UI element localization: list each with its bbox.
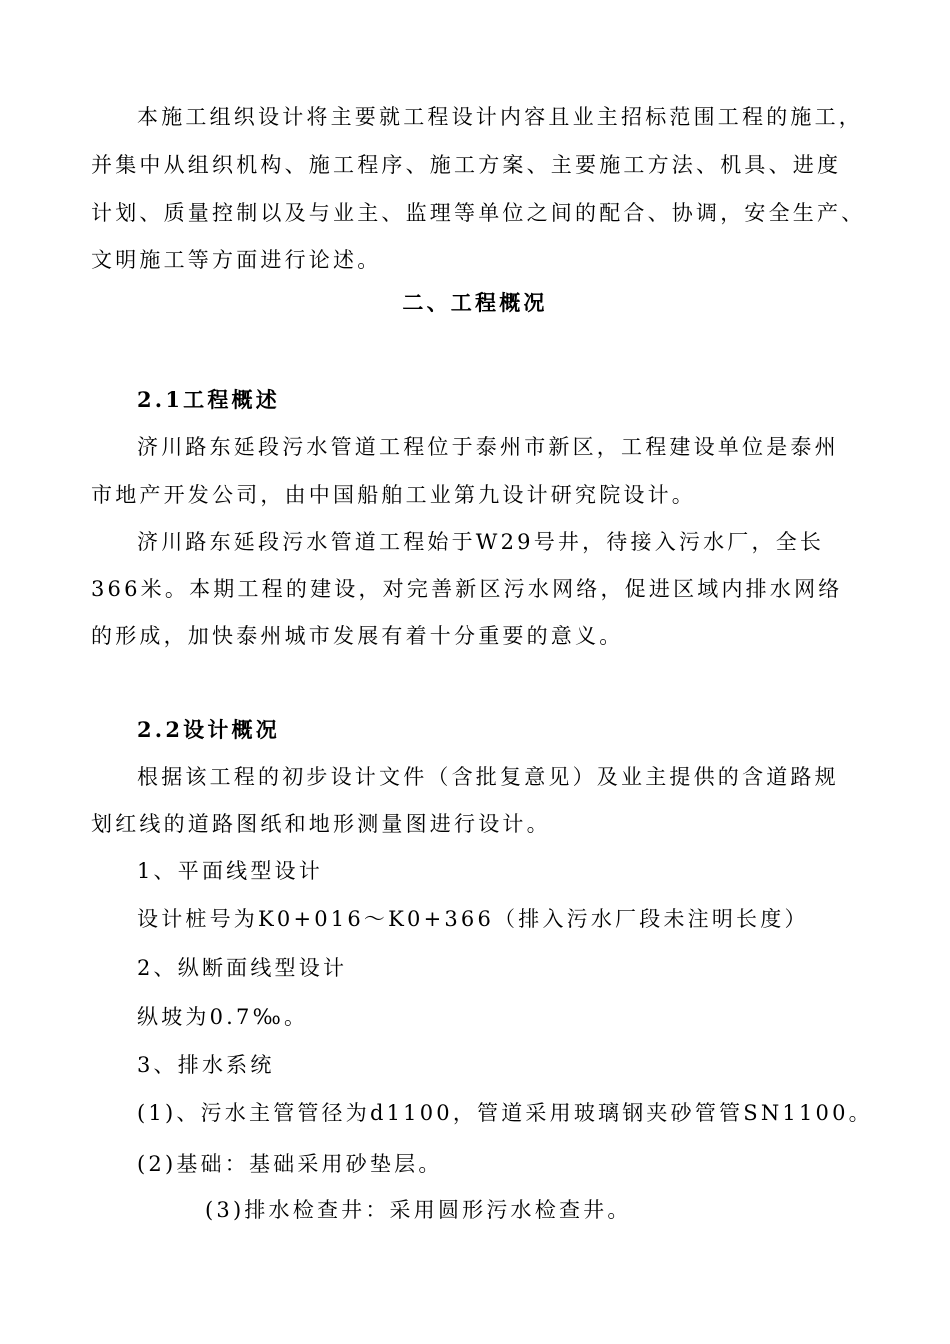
item-1-text: 设计桩号为K0+016～K0+366（排入污水厂段未注明长度） <box>137 907 809 931</box>
section-2-2-heading: 2.2设计概况 <box>137 717 280 742</box>
item-3-a: (1)、污水主管管径为d1100，管道采用玻璃钢夹砂管管SN1100。 <box>137 1101 873 1125</box>
s21-p2-line-2: 366米。本期工程的建设，对完善新区污水网络，促进区域内排水网络 <box>91 577 843 601</box>
section-2-1-heading: 2.1工程概述 <box>137 387 280 412</box>
section-2-heading: 二、工程概况 <box>402 290 548 315</box>
item-1-title: 1、平面线型设计 <box>137 859 323 883</box>
s22-p1-line-1: 根据该工程的初步设计文件（含批复意见）及业主提供的含道路规 <box>137 765 839 789</box>
intro-line-2: 并集中从组织机构、施工程序、施工方案、主要施工方法、机具、进度 <box>91 153 842 177</box>
item-2-title: 2、纵断面线型设计 <box>137 956 348 980</box>
s21-p2-line-3: 的形成，加快泰州城市发展有着十分重要的意义。 <box>91 624 624 648</box>
item-2-text: 纵坡为0.7‰。 <box>137 1005 309 1029</box>
item-3-b: (2)基础：基础采用砂垫层。 <box>137 1152 443 1176</box>
s21-p2-line-1: 济川路东延段污水管道工程始于W29号井，待接入污水厂，全长 <box>137 530 825 554</box>
s21-p1-line-1: 济川路东延段污水管道工程位于泰州市新区，工程建设单位是泰州 <box>137 435 839 459</box>
s21-p1-line-2: 市地产开发公司，由中国船舶工业第九设计研究院设计。 <box>91 483 696 507</box>
intro-line-1: 本施工组织设计将主要就工程设计内容且业主招标范围工程的施工， <box>137 105 863 129</box>
item-3-title: 3、排水系统 <box>137 1053 275 1077</box>
intro-line-3: 计划、质量控制以及与业主、监理等单位之间的配合、协调，安全生产、 <box>91 201 866 225</box>
s22-p1-line-2: 划红线的道路图纸和地形测量图进行设计。 <box>91 812 551 836</box>
intro-line-4: 文明施工等方面进行论述。 <box>91 248 382 272</box>
item-3-c: (3)排水检查井：采用圆形污水检查井。 <box>205 1198 632 1222</box>
